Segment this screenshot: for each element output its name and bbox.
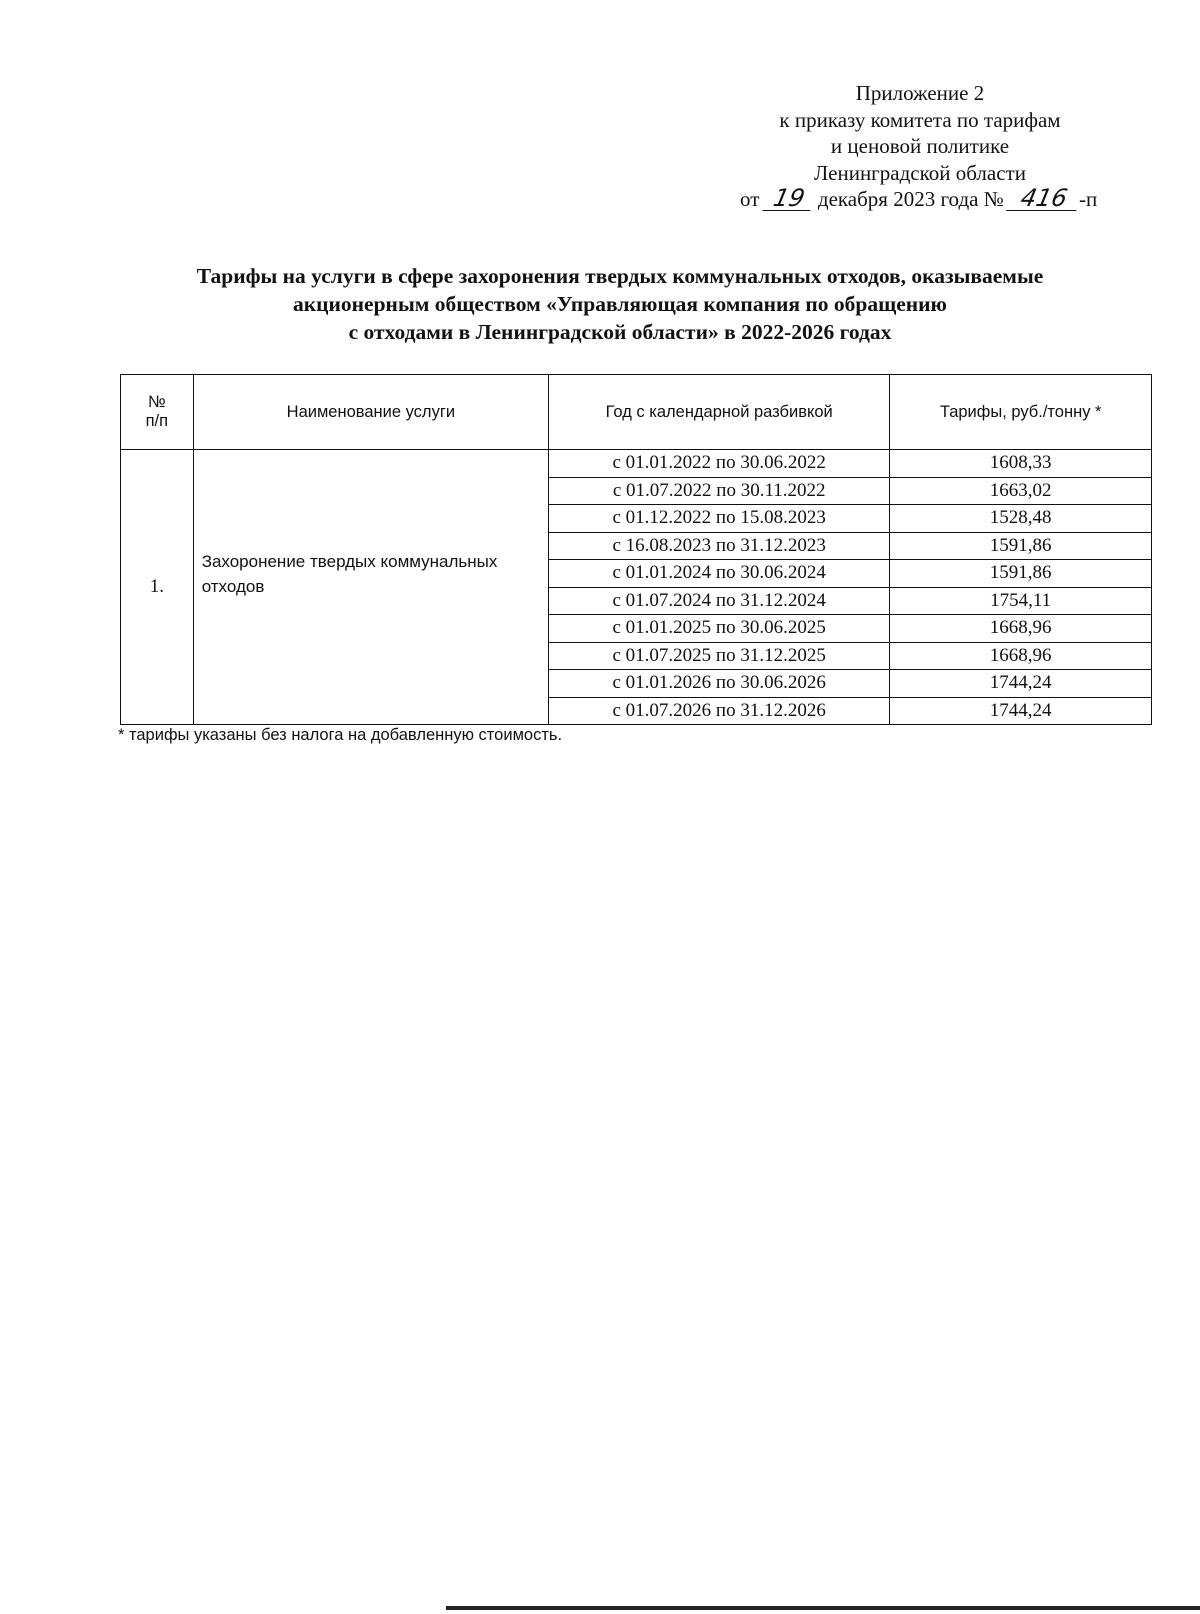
tariff-cell: 1668,96 (890, 615, 1152, 643)
title-line: с отходами в Ленинградской области» в 2022-2026 годах (348, 320, 892, 344)
tariff-cell: 1591,86 (890, 560, 1152, 588)
period-cell: с 01.07.2026 по 31.12.2026 (549, 697, 890, 725)
table-header-row (121, 375, 1152, 450)
order-prefix: от (740, 187, 760, 211)
scan-bottom-edge (446, 1606, 1200, 1610)
title-line: акционерным обществом «Управляющая компания по обращению (293, 292, 947, 316)
period-cell: с 01.01.2024 по 30.06.2024 (549, 560, 890, 588)
service-number: 1. (121, 450, 194, 725)
column-header-num-symbol: № (147, 393, 166, 411)
tariff-cell: 1608,33 (890, 450, 1152, 478)
column-header-num-label: п/п (145, 412, 169, 430)
column-header-tariff: Тарифы, руб./тонну * (890, 375, 1152, 450)
order-suffix: -п (1079, 187, 1098, 211)
appendix-line: Ленинградской области (814, 160, 1026, 185)
period-cell: с 01.01.2025 по 30.06.2025 (549, 615, 890, 643)
period-cell: с 01.01.2026 по 30.06.2026 (549, 670, 890, 698)
tariff-cell: 1591,86 (890, 532, 1152, 560)
order-reference (740, 186, 1160, 212)
tariff-cell: 1744,24 (890, 697, 1152, 725)
order-middle: декабря 2023 года № (817, 187, 1004, 211)
tariff-table (120, 374, 1152, 725)
period-cell: с 01.01.2022 по 30.06.2022 (549, 450, 890, 478)
column-header-period: Год с календарной разбивкой (549, 375, 890, 450)
column-header-name: Наименование услуги (193, 375, 548, 450)
period-cell: с 01.07.2022 по 30.11.2022 (549, 477, 890, 505)
appendix-header (700, 80, 1140, 186)
title-line: Тарифы на услуги в сфере захоронения твердых коммунальных отходов, оказываемые (196, 264, 1044, 288)
appendix-line: Приложение 2 (855, 81, 985, 105)
appendix-line: и ценовой политике (830, 134, 1010, 158)
tariff-cell: 1668,96 (890, 642, 1152, 670)
document-title (120, 262, 1120, 346)
tariff-cell: 1663,02 (890, 477, 1152, 505)
column-header-num (121, 375, 194, 450)
order-day-handwritten: 19 (762, 186, 815, 211)
period-cell: с 16.08.2023 по 31.12.2023 (549, 532, 890, 560)
period-cell: с 01.07.2024 по 31.12.2024 (549, 587, 890, 615)
period-cell: с 01.07.2025 по 31.12.2025 (549, 642, 890, 670)
order-number-handwritten: 416 (1006, 186, 1081, 211)
period-cell: с 01.12.2022 по 15.08.2023 (549, 505, 890, 533)
tariff-cell: 1744,24 (890, 670, 1152, 698)
service-name: Захоронение твердых коммунальных отходов (193, 450, 548, 725)
table-row (121, 450, 1152, 478)
appendix-line: к приказу комитета по тарифам (779, 107, 1061, 132)
tariff-cell: 1754,11 (890, 587, 1152, 615)
vat-footnote: * тарифы указаны без налога на добавленную стоимость. (118, 726, 563, 744)
tariff-cell: 1528,48 (890, 505, 1152, 533)
